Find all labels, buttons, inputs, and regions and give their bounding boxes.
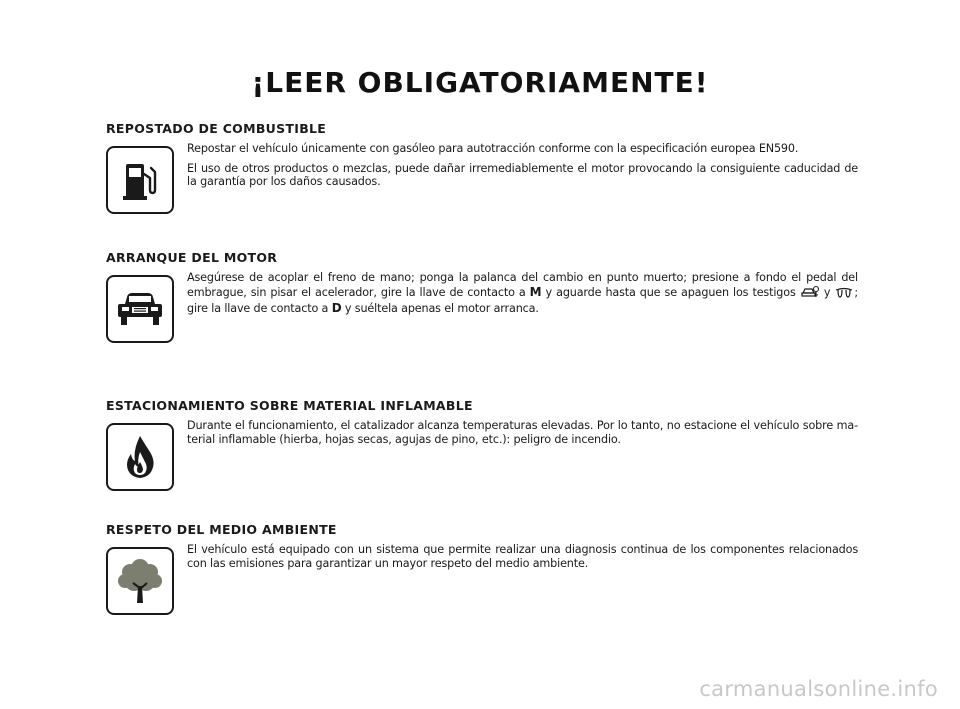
fuel-pump-icon [106,146,174,214]
glow-plug-warning-icon [834,287,854,303]
key-position-d: D [331,301,342,315]
immobilizer-warning-icon [800,285,820,303]
section-paragraph: Repostar el vehículo únicamente con gasóleo para autotracción conforme con la especificación europea EN590. [187,142,799,155]
section-paragraph: Asegúrese de acoplar el freno de mano; ponga la palanca del cambio en punto muerto; presione a fondo el pedal del embrague, sin pisar el acelerador, gire la llave de contacto a M y aguarde hasta que se apaguen los testigos y ; gire la llave de contacto a D y suéltela apenas el motor arranca. [187,271,859,315]
section-paragraph: El uso de otros productos o mezclas, puede dañar irremediablemente el motor provocando la consiguiente caducidad de la garantía por los daños causados. [187,161,858,188]
section-flammable-parking [106,398,858,452]
section-paragraph: Durante el funcionamiento, el catalizador alcanza temperaturas elevadas. Por lo tanto, no estacione el vehículo sobre ma- terial inflamable (hierba, hojas secas, agujas de pino, etc.): peligro de incendio. [187,419,858,446]
section-fuel [106,121,858,195]
page-title: ¡LEER OBLIGATORIAMENTE! [251,66,709,99]
key-position-m: M [529,284,542,299]
car-front-icon [106,275,174,343]
section-heading: REPOSTADO DE COMBUSTIBLE [106,121,327,136]
section-paragraph: El vehículo está equipado con un sistema que permite realizar una diagnosis continua de los componentes relacionados con las emisiones para garantizar un mayor respeto del medio ambiente. [187,543,858,570]
section-heading: ESTACIONAMIENTO SOBRE MATERIAL INFLAMABLE [106,398,473,413]
watermark: carmanualsonline.info [699,677,938,701]
tree-icon [106,547,174,615]
flame-icon [106,423,174,491]
section-heading: RESPETO DEL MEDIO AMBIENTE [106,522,337,537]
section-environment [106,522,858,576]
section-engine-start [106,250,858,322]
section-heading: ARRANQUE DEL MOTOR [106,250,278,265]
